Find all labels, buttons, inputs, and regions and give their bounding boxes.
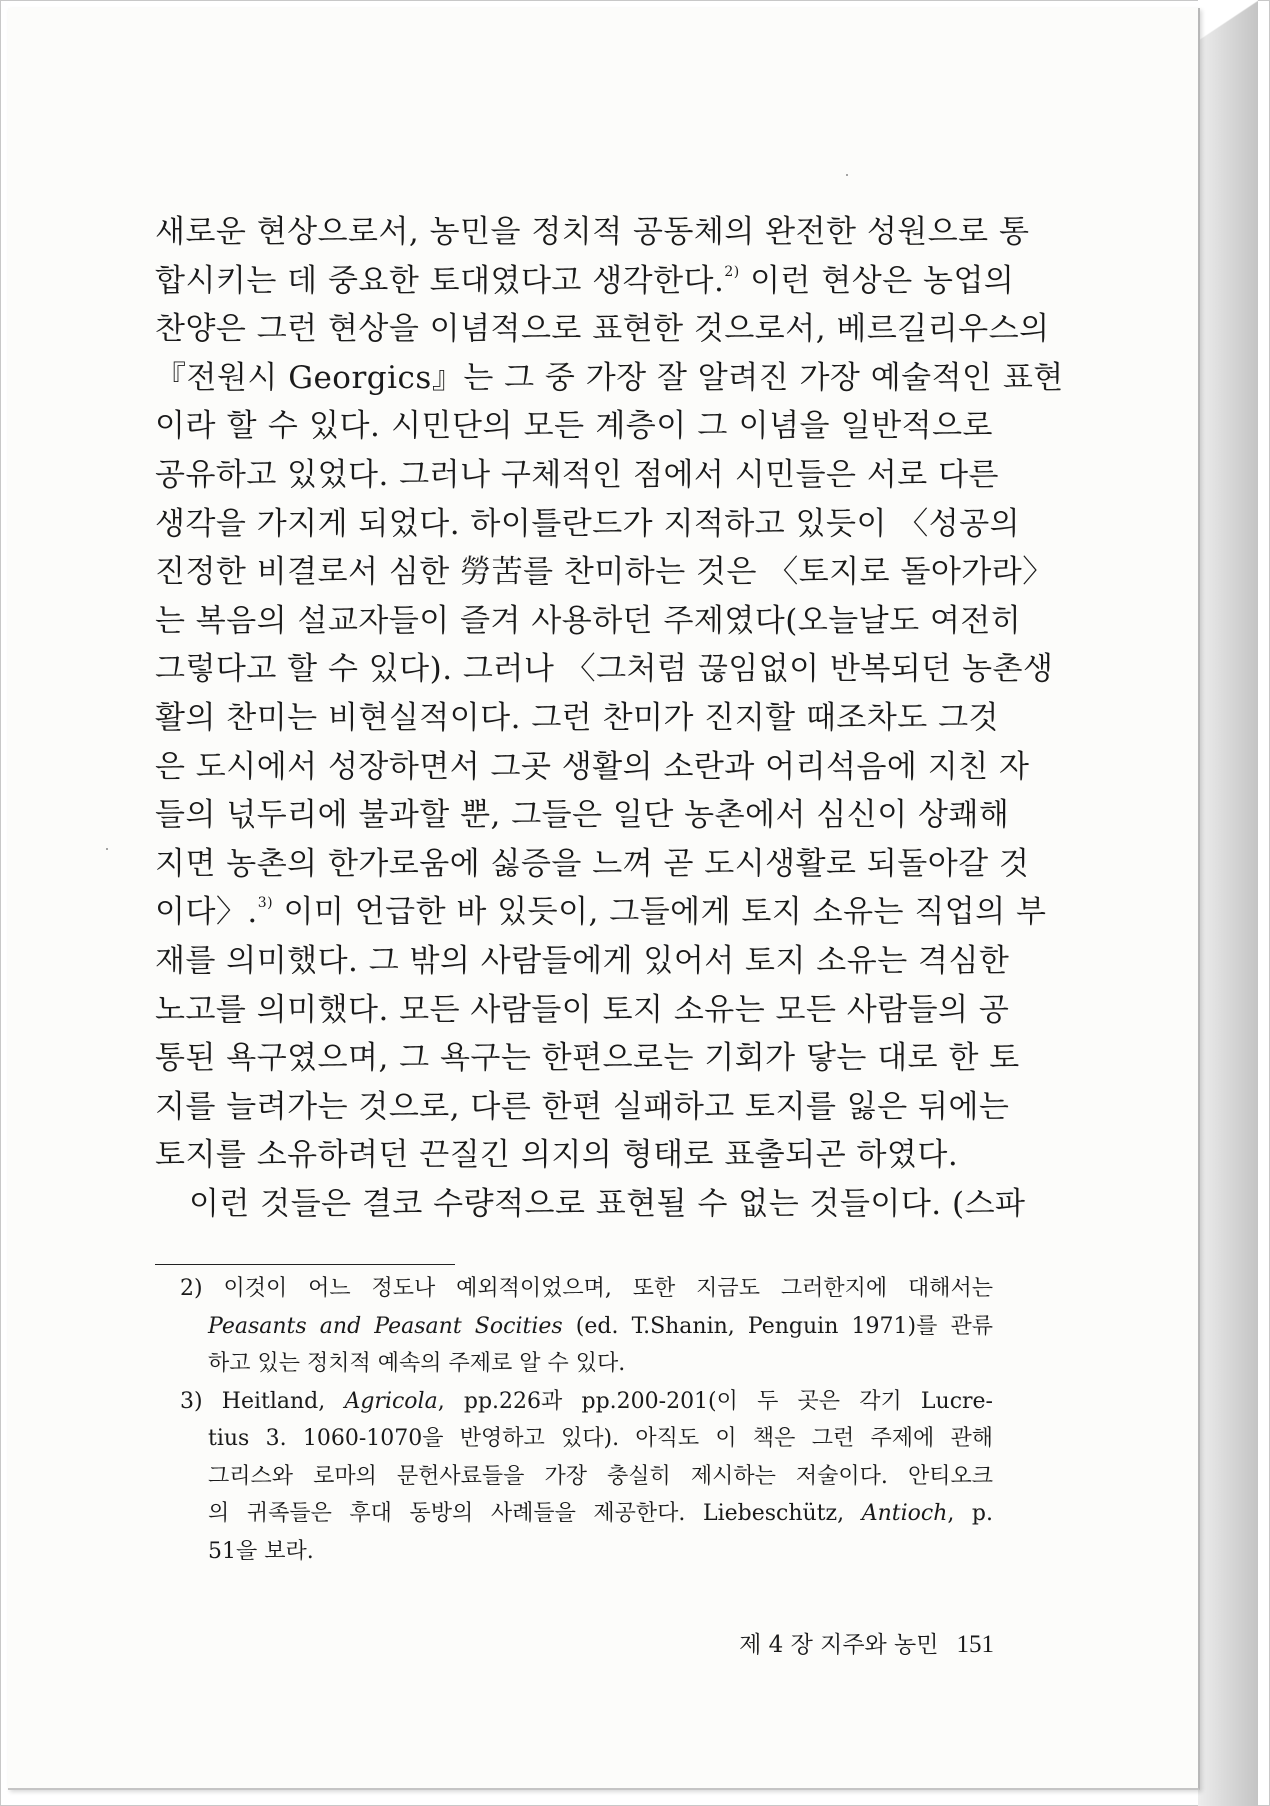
body-line [155, 257, 1015, 306]
page-corner [1198, 0, 1258, 40]
footnote-3-title: Agricola [344, 1388, 438, 1414]
body-line: 이런 것들은 결코 수량적으로 표현될 수 없는 것들이다. (스파 [189, 1185, 1026, 1222]
body-line-text: 이미 언급한 바 있듯이, 그들에게 토지 소유는 직업의 부 [273, 894, 1047, 931]
body-line-text: 합시키는 데 중요한 토대였다고 생각한다. [155, 262, 725, 299]
page-footer [680, 1626, 994, 1659]
body-line: 새로운 현상으로서, 농민을 정치적 공동체의 완전한 성원으로 통 [155, 214, 1030, 250]
body-line: 활의 찬미는 비현실적이다. 그런 찬미가 진지할 때조차도 그것 [155, 699, 999, 736]
body-line: 통된 욕구였으며, 그 욕구는 한편으로는 기회가 닿는 대로 한 토 [155, 1040, 1020, 1077]
body-line: 은 도시에서 성장하면서 그곳 생활의 소란과 어리석음에 지친 자 [155, 748, 1030, 785]
body-line: 는 복음의 설교자들이 즐겨 사용하던 주제였다(오늘날도 여전히 [155, 602, 1022, 639]
body-line: 지면 농촌의 한가로움에 싫증을 느껴 곧 도시생활로 되돌아갈 것 [155, 845, 1030, 882]
body-line: 진정한 비결로서 심한 勞苦를 찬미하는 것은 〈토지로 돌아가라〉 [155, 554, 1054, 591]
footnotes [180, 1270, 993, 1570]
body-line: 노고를 의미했다. 모든 사람들이 토지 소유는 모든 사람들의 공 [155, 991, 1010, 1028]
footnote-2-title: Peasants and Peasant Socities [208, 1313, 563, 1339]
body-line: 공유하고 있었다. 그러나 구체적인 점에서 시민들은 서로 다른 [155, 456, 999, 493]
page-edge-shadow [1198, 0, 1258, 1806]
body-line: 토지를 소유하려던 끈질긴 의지의 형태로 표출되곤 하였다. [155, 1137, 959, 1174]
body-line [155, 888, 1047, 937]
body-line: 『전원시 Georgics』는 그 중 가장 잘 알려진 가장 예술적인 표현 [155, 359, 1064, 396]
footnote-ref-3[interactable]: 3) [257, 895, 274, 912]
footnote-3-line: tius 3. 1060-1070을 반영하고 있다). 아직도 이 책은 그런 주제에 관해 [208, 1426, 993, 1451]
scan-speck [106, 848, 108, 850]
body-line: 들의 넋두리에 불과할 뿐, 그들은 일단 농촌에서 심신이 상쾌해 [155, 797, 1010, 834]
footnote-3-line: 3) Heitland, Agricola, pp.226과 pp.200-201(이 두 곳은 각기 Lucre- [180, 1388, 993, 1414]
body-line: 재를 의미했다. 그 밖의 사람들에게 있어서 토지 소유는 격심한 [155, 942, 1010, 979]
body-line: 이라 할 수 있다. 시민단의 모든 계층이 그 이념을 일반적으로 [155, 408, 993, 445]
scan-speck [846, 174, 848, 176]
body-line-text: 이런 현상은 농업의 [739, 262, 1015, 299]
footnote-2-line: 하고 있는 정치적 예속의 주제로 알 수 있다. [208, 1351, 626, 1376]
body-line: 찬양은 그런 현상을 이념적으로 표현한 것으로서, 베르길리우스의 [155, 311, 1050, 348]
chapter-title: 제 4 장 지주와 농민 [739, 1632, 939, 1658]
footnote-2-line: 2) 이것이 어느 정도나 예외적이었으며, 또한 지금도 그러한지에 대해서는 [180, 1276, 993, 1301]
main-body-text [155, 208, 1064, 1228]
footnote-3-line: 그리스와 로마의 문헌사료들을 가장 충실히 제시하는 저술이다. 안티오크 [208, 1463, 993, 1489]
body-line: 지를 늘려가는 것으로, 다른 한편 실패하고 토지를 잃은 뒤에는 [155, 1088, 1010, 1125]
footnote-2-line: Peasants and Peasant Socities (ed. T.Shanin, Penguin 1971)를 관류 [208, 1313, 993, 1339]
footnote-3-title-2: Antioch [861, 1501, 948, 1526]
body-line: 생각을 가지게 되었다. 하이틀란드가 지적하고 있듯이 〈성공의 [155, 505, 1021, 542]
body-line-text: 이다〉. [155, 894, 258, 931]
footnote-ref-2[interactable]: 2) [724, 263, 740, 280]
footnote-3-line: 51을 보라. [208, 1538, 314, 1564]
page-number: 151 [956, 1631, 994, 1658]
footnote-divider [155, 1264, 455, 1265]
body-line: 그렇다고 할 수 있다). 그러나 〈그처럼 끊임없이 반복되던 농촌생 [155, 651, 1054, 688]
footnote-3-line: 의 귀족들은 후대 동방의 사례들을 제공한다. Liebeschütz, Antioch, p. [208, 1501, 994, 1526]
